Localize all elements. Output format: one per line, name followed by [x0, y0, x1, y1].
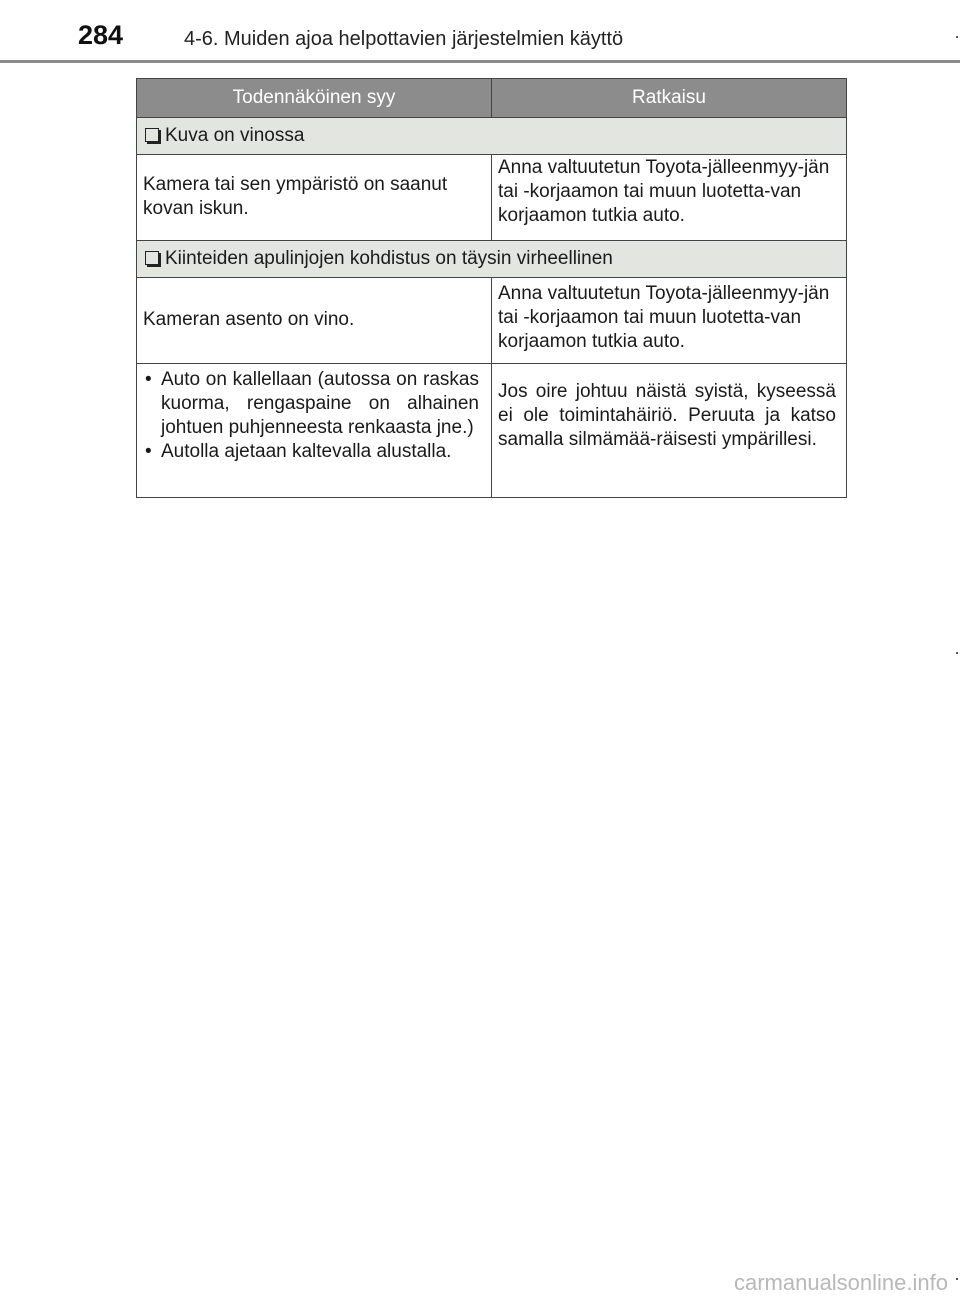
section-title-text: Kuva on vinossa	[165, 125, 305, 146]
section-title: 4-6. Muiden ajoa helpottavien järjestelmien käyttö	[184, 28, 624, 50]
section-row	[137, 118, 847, 155]
solution-text: Anna valtuutetun Toyota-jälleenmyy-jän tai -korjaamon tai muun luotetta-van korjaamon tutkia auto.	[498, 157, 830, 226]
cause-bullet-list	[143, 368, 479, 464]
header-rule	[0, 60, 960, 63]
cause-text: Kameran asento on vino.	[143, 308, 355, 330]
checkbox-square-icon	[145, 128, 159, 142]
section-row	[137, 241, 847, 278]
solution-cell	[492, 155, 847, 241]
section-title-text: Kiinteiden apulinjojen kohdistus on täysin virheellinen	[165, 248, 613, 269]
solution-cell	[492, 278, 847, 364]
column-header-solution: Ratkaisu	[492, 79, 847, 118]
checkbox-square-icon	[145, 251, 159, 265]
section-heading	[137, 118, 847, 155]
table-row	[137, 364, 847, 498]
solution-text: Anna valtuutetun Toyota-jälleenmyy-jän tai -korjaamon tai muun luotetta-van korjaamon tutkia auto.	[498, 283, 830, 352]
edge-mark	[956, 36, 958, 38]
list-item: • Auto on kallellaan (autossa on raskas kuorma, rengaspaine on alhainen johtuen puhjenneesta renkaasta jne.)	[143, 368, 479, 440]
table-header-row	[137, 79, 847, 118]
table-row	[137, 155, 847, 241]
edge-mark	[956, 652, 958, 654]
cause-cell	[137, 278, 492, 364]
table-row	[137, 278, 847, 364]
page-number: 284	[78, 20, 124, 50]
cause-text: Kamera tai sen ympäristö on saanut kovan iskun.	[143, 174, 448, 219]
cause-cell	[137, 364, 492, 498]
list-item: • Autolla ajetaan kaltevalla alustalla.	[143, 440, 479, 464]
section-heading	[137, 241, 847, 278]
troubleshooting-table	[136, 78, 847, 498]
solution-cell	[492, 364, 847, 498]
watermark: carmanualsonline.info	[733, 1270, 948, 1295]
solution-text: Jos oire johtuu näistä syistä, kyseessä ei ole toimintahäiriö. Peruuta ja katso samalla silmämää-räisesti ympärillesi.	[498, 381, 836, 450]
cause-cell	[137, 155, 492, 241]
column-header-cause: Todennäköinen syy	[137, 79, 492, 118]
edge-mark	[956, 1278, 958, 1280]
